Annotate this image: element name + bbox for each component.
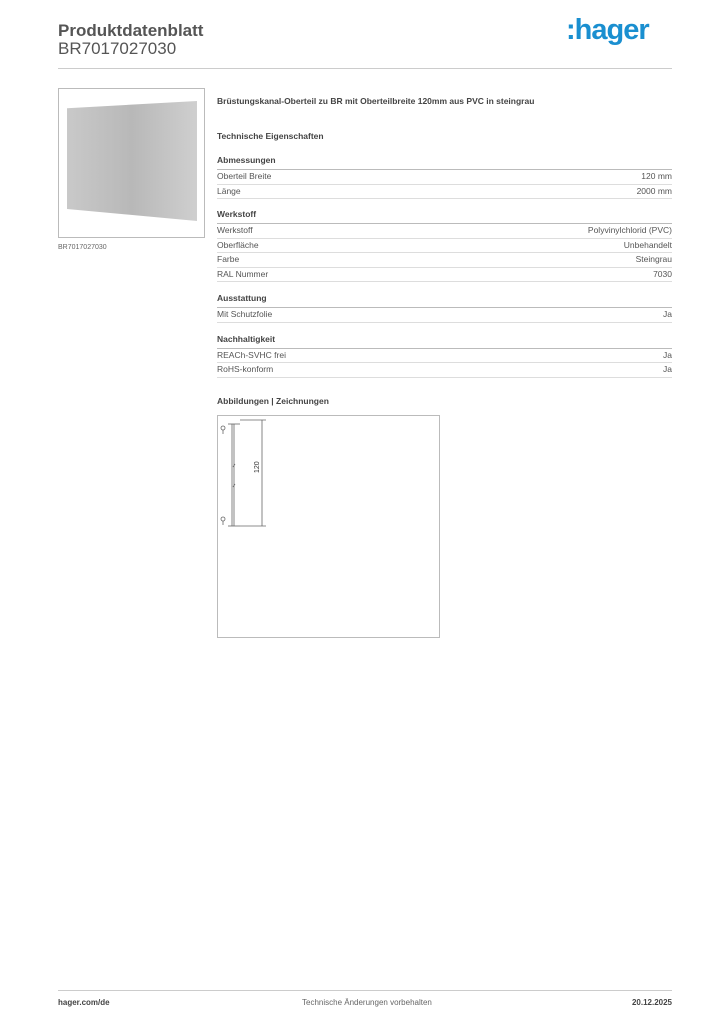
footer-divider xyxy=(58,990,672,991)
footer-notice: Technische Änderungen vorbehalten xyxy=(302,998,432,1007)
property-value: Unbehandelt xyxy=(623,239,672,250)
product-description: Brüstungskanal-Oberteil zu BR mit Oberteilbreite 120mm aus PVC in steingrau xyxy=(217,96,535,106)
footer-website[interactable]: hager.com/de xyxy=(58,998,110,1007)
property-label: Länge xyxy=(217,185,241,196)
property-value: Ja xyxy=(663,364,672,374)
property-label: RAL Nummer xyxy=(217,268,269,279)
property-label: Oberfläche xyxy=(217,239,259,250)
section-heading: Abmessungen xyxy=(217,155,672,170)
section-heading: Nachhaltigkeit xyxy=(217,334,672,349)
property-value: Steingrau xyxy=(635,254,672,264)
property-label: Oberteil Breite xyxy=(217,171,272,181)
property-row xyxy=(217,363,672,378)
property-label: REACh-SVHC frei xyxy=(217,349,286,360)
header-divider xyxy=(58,68,672,69)
property-row xyxy=(217,308,672,323)
tech-heading: Technische Eigenschaften xyxy=(217,131,324,141)
property-row xyxy=(217,349,672,364)
property-value: Polyvinylchlorid (PVC) xyxy=(587,225,672,235)
hager-logo: :hager xyxy=(566,14,649,46)
section-heading: Werkstoff xyxy=(217,209,672,224)
property-label: Mit Schutzfolie xyxy=(217,309,273,319)
property-label: RoHS-konform xyxy=(217,364,274,374)
property-label: Werkstoff xyxy=(217,225,253,235)
property-row xyxy=(217,268,672,283)
drawings-heading: Abbildungen | Zeichnungen xyxy=(217,396,329,406)
properties-table xyxy=(217,155,672,378)
page-title: Produktdatenblatt xyxy=(58,21,204,40)
property-row xyxy=(217,239,672,254)
property-row xyxy=(217,224,672,239)
footer-date: 20.12.2025 xyxy=(631,998,672,1007)
property-row xyxy=(217,185,672,200)
property-row xyxy=(217,253,672,268)
section-heading: Ausstattung xyxy=(217,293,672,308)
dimension-label: 120 xyxy=(254,461,261,473)
property-value: 2000 mm xyxy=(636,185,672,196)
product-image-caption: BR7017027030 xyxy=(58,244,107,251)
article-number: BR7017027030 xyxy=(58,39,177,58)
property-row xyxy=(217,170,672,185)
product-image xyxy=(58,88,205,238)
profile-drawing xyxy=(218,416,439,637)
technical-drawing xyxy=(217,415,440,638)
property-value: 7030 xyxy=(653,268,672,279)
property-value: Ja xyxy=(663,309,672,319)
property-label: Farbe xyxy=(217,254,240,264)
property-value: 120 mm xyxy=(641,171,672,181)
property-value: Ja xyxy=(663,349,672,360)
